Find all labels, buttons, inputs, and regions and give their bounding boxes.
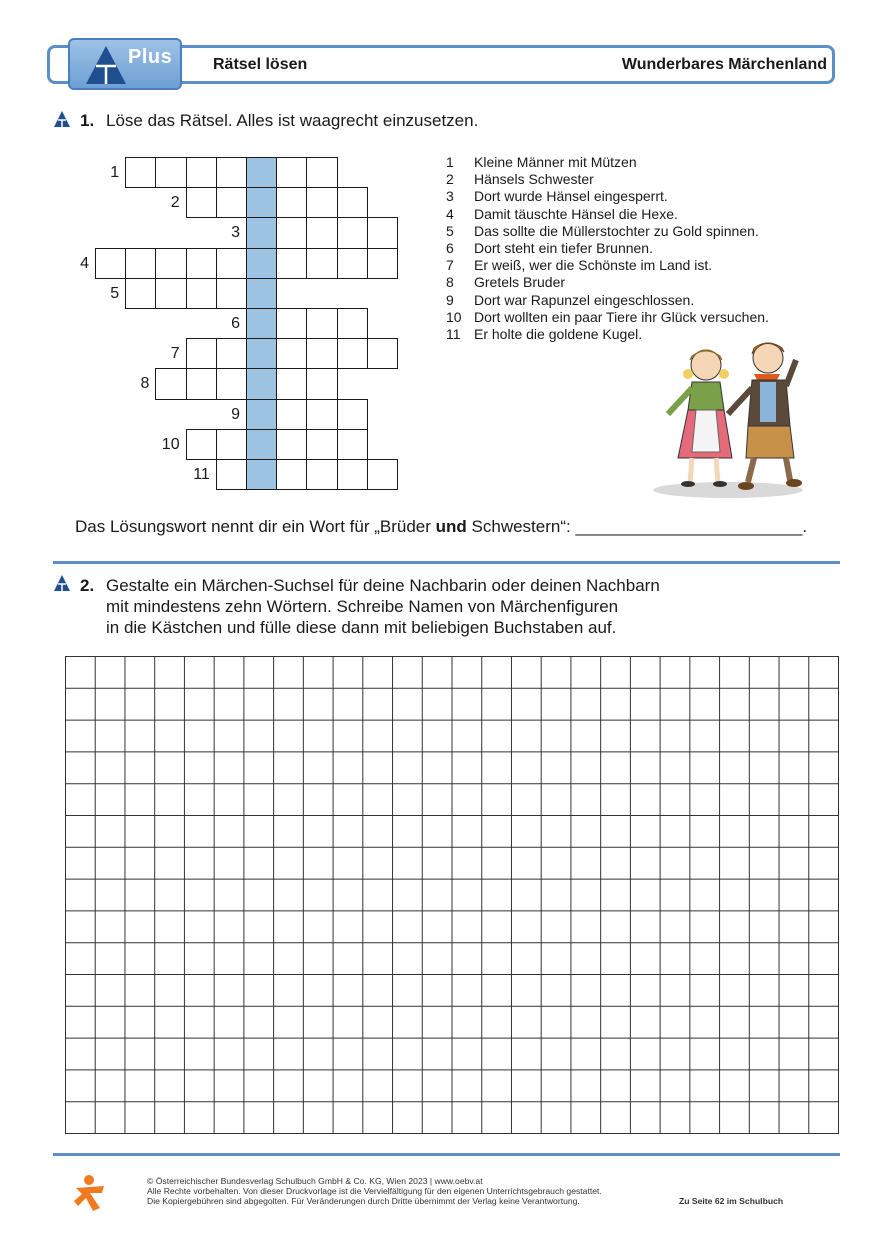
clue-text: Er holte die goldene Kugel.: [474, 326, 643, 343]
section-divider: [53, 561, 840, 564]
crossword-cell[interactable]: [216, 459, 247, 490]
footer-divider: [53, 1153, 840, 1156]
crossword-cell[interactable]: [155, 157, 186, 188]
crossword-cell[interactable]: [216, 278, 247, 309]
clue-text: Hänsels Schwester: [474, 171, 594, 188]
footer-line: Alle Rechte vorbehalten. Von dieser Druckvorlage ist die Vervielfältigung für den eigenen Unterrichtsgebrauch gestattet.: [147, 1186, 602, 1196]
crossword-cell[interactable]: [125, 248, 156, 279]
clue-number: 11: [446, 326, 461, 343]
crossword-row-number: 11: [193, 466, 210, 483]
crossword-cell[interactable]: [216, 368, 247, 399]
crossword-cell[interactable]: [337, 459, 368, 490]
header-right-title: Wunderbares Märchenland: [621, 56, 827, 73]
crossword-cell[interactable]: [306, 459, 337, 490]
clue-number: 1: [446, 154, 454, 170]
crossword-solution-cell[interactable]: [246, 217, 277, 248]
clue-number: 4: [446, 205, 454, 222]
crossword-row-number: 5: [110, 284, 120, 302]
crossword-cell[interactable]: [276, 429, 307, 460]
clue-text: Dort steht ein tiefer Brunnen.: [474, 240, 653, 257]
crossword-cell[interactable]: [306, 248, 337, 279]
clue-number: 6: [446, 240, 454, 257]
task2-line: mit mindestens zehn Wörtern. Schreibe Namen von Märchenfiguren: [106, 597, 619, 616]
crossword-cell[interactable]: [186, 278, 217, 309]
crossword-solution-cell[interactable]: [246, 308, 277, 339]
crossword-row-number: 2: [170, 194, 180, 212]
clue-number: 7: [446, 257, 454, 274]
crossword-cell[interactable]: [276, 459, 307, 490]
crossword-solution-cell[interactable]: [246, 459, 277, 490]
logo-text: Plus: [128, 46, 173, 68]
answer-bold: und: [435, 517, 467, 536]
publisher-logo-icon: [72, 1174, 110, 1212]
crossword-row-number: 3: [231, 224, 240, 242]
crossword-row-number: 4: [80, 254, 89, 272]
crossword-cell[interactable]: [186, 248, 217, 279]
crossword-cell[interactable]: [306, 368, 337, 399]
crossword-solution-cell[interactable]: [246, 157, 277, 188]
crossword-solution-cell[interactable]: [246, 368, 277, 399]
clue-item: [446, 171, 769, 188]
crossword-solution-cell[interactable]: [246, 278, 277, 309]
crossword-row-number: 8: [140, 375, 150, 393]
crossword-cell[interactable]: [337, 338, 368, 369]
answer-prefix: Das Lösungswort nennt dir ein Wort für „Brüder: [75, 517, 436, 536]
clue-number: 10: [446, 308, 462, 325]
crossword-cell[interactable]: [306, 308, 337, 339]
crossword-cell[interactable]: [276, 187, 307, 218]
answer-sentence: [75, 517, 807, 537]
crossword-cell[interactable]: [276, 157, 307, 188]
crossword-cell[interactable]: [216, 157, 247, 188]
crossword-cell[interactable]: [367, 459, 398, 490]
clue-text: Er weiß, wer die Schönste im Land ist.: [474, 257, 713, 274]
clue-text: Dort wurde Hänsel eingesperrt.: [474, 188, 668, 205]
clue-text: Dort war Rapunzel eingeschlossen.: [474, 291, 695, 308]
clue-item: [446, 309, 769, 326]
crossword-solution-cell[interactable]: [246, 399, 277, 430]
crossword-cell[interactable]: [306, 187, 337, 218]
clue-text: Kleine Männer mit Mützen: [474, 154, 637, 170]
crossword-cell[interactable]: [186, 338, 217, 369]
footer-line: © Österreichischer Bundesverlag Schulbuch GmbH & Co. KG, Wien 2023 | www.oebv.at: [147, 1176, 483, 1186]
task2-line: Gestalte ein Märchen-Suchsel für deine Nachbarin oder deinen Nachbarn: [106, 576, 660, 595]
task-level-icon: [53, 574, 71, 592]
task-level-icon: [53, 110, 71, 128]
crossword-cell[interactable]: [276, 248, 307, 279]
clue-item: [446, 223, 769, 240]
clue-text: Gretels Bruder: [474, 274, 566, 291]
crossword-cell[interactable]: [125, 157, 156, 188]
crossword-cell[interactable]: [276, 399, 307, 430]
crossword-cell[interactable]: [155, 368, 186, 399]
crossword-solution-cell[interactable]: [246, 248, 277, 279]
crossword-cell[interactable]: [155, 248, 186, 279]
crossword-cell[interactable]: [276, 368, 307, 399]
crossword-cell[interactable]: [337, 429, 368, 460]
haensel-gretel-illustration: [648, 330, 808, 502]
clue-item: [446, 206, 769, 223]
crossword-cell[interactable]: [306, 338, 337, 369]
crossword-cell[interactable]: [337, 217, 368, 248]
crossword-cell[interactable]: [216, 338, 247, 369]
crossword-cell[interactable]: [186, 157, 217, 188]
task1-instruction: Löse das Rätsel. Alles ist waagrecht einzusetzen.: [106, 111, 479, 130]
crossword-cell[interactable]: [216, 248, 247, 279]
footer-line: Die Kopiergebühren sind abgegolten. Für Veränderungen durch Dritte übernimmt der Verlag keine Verantwortung.: [147, 1196, 580, 1206]
crossword-solution-cell[interactable]: [246, 338, 277, 369]
clue-number: 3: [446, 188, 454, 205]
crossword-cell[interactable]: [337, 187, 368, 218]
crossword-row-number: 6: [231, 315, 240, 332]
clue-text: Dort wollten ein paar Tiere ihr Glück versuchen.: [474, 308, 769, 325]
clue-text: Das sollte die Müllerstochter zu Gold spinnen.: [474, 222, 759, 239]
crossword-cell[interactable]: [367, 338, 398, 369]
crossword-cell[interactable]: [337, 308, 368, 339]
clue-item: [446, 257, 769, 274]
crossword-cell[interactable]: [306, 429, 337, 460]
crossword-cell[interactable]: [276, 217, 307, 248]
crossword-row-number: 9: [231, 405, 240, 423]
crossword-cell[interactable]: [216, 429, 247, 460]
crossword-cell[interactable]: [337, 399, 368, 430]
crossword-cell[interactable]: [276, 338, 307, 369]
clue-number: 9: [446, 291, 454, 308]
crossword-row-number: 7: [170, 345, 180, 363]
task2-line: in die Kästchen und fülle diese dann mit beliebigen Buchstaben auf.: [106, 618, 617, 637]
footer-copyright: [147, 1176, 602, 1206]
clue-text: Damit täuschte Hänsel die Hexe.: [474, 205, 678, 222]
clue-item: [446, 240, 769, 257]
clue-item: [446, 274, 769, 291]
crossword-cell[interactable]: [367, 217, 398, 248]
task2-instruction: [106, 575, 660, 638]
crossword-cell[interactable]: [337, 248, 368, 279]
answer-suffix: Schwestern“: ________________________.: [466, 517, 808, 536]
footer-page-ref: Zu Seite 62 im Schulbuch: [679, 1196, 784, 1206]
clue-item: [446, 292, 769, 309]
crossword-row-number: 1: [110, 164, 120, 181]
task1-number: 1.: [80, 111, 95, 130]
triangle-logo-icon: [84, 44, 128, 86]
crossword-cell[interactable]: [125, 278, 156, 309]
clue-item: [446, 154, 769, 171]
crossword-cell[interactable]: [306, 157, 337, 188]
crossword-cell[interactable]: [216, 187, 247, 218]
plus-logo: [68, 38, 182, 90]
crossword-cell[interactable]: [186, 187, 217, 218]
clue-number: 2: [446, 171, 454, 188]
task2-number: 2.: [80, 576, 95, 595]
crossword-cell[interactable]: [186, 368, 217, 399]
clue-list: [446, 154, 769, 343]
crossword-cell[interactable]: [155, 278, 186, 309]
crossword-row-number: 10: [161, 435, 180, 453]
crossword-solution-cell[interactable]: [246, 429, 277, 460]
crossword-cell[interactable]: [276, 308, 307, 339]
crossword-cell[interactable]: [95, 248, 126, 279]
clue-number: 5: [446, 222, 454, 239]
crossword-cell[interactable]: [367, 248, 398, 279]
crossword-solution-cell[interactable]: [246, 187, 277, 218]
header-left-title: Rätsel lösen: [213, 56, 308, 73]
crossword-cell[interactable]: [186, 429, 217, 460]
word-search-grid[interactable]: [65, 656, 839, 1134]
crossword-cell[interactable]: [306, 399, 337, 430]
clue-item: [446, 188, 769, 205]
crossword-cell[interactable]: [306, 217, 337, 248]
clue-number: 8: [446, 274, 454, 291]
